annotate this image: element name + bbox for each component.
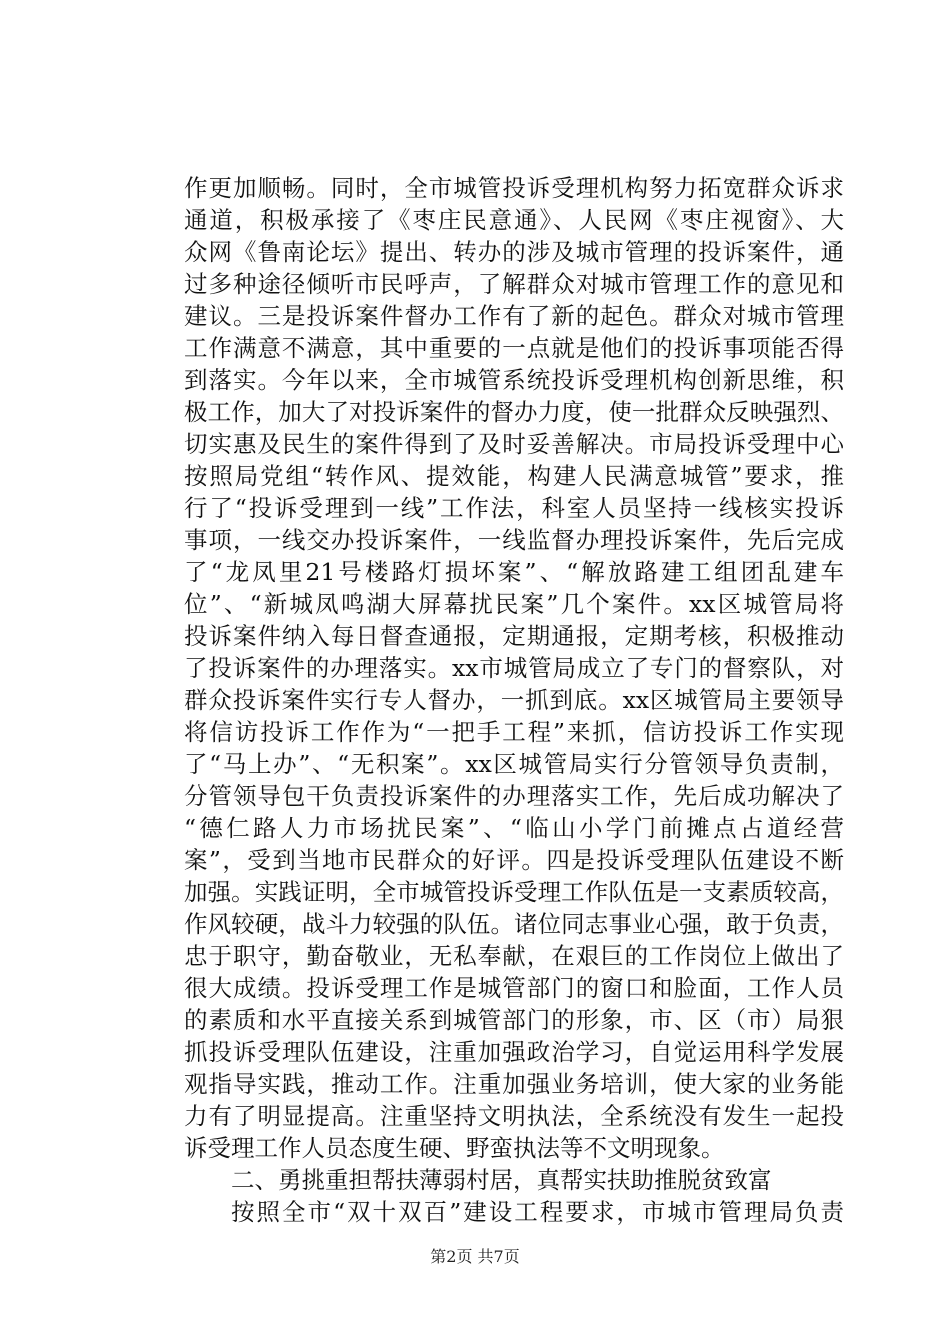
- text-line: 了投诉案件的办理落实。xx市城管局成立了专门的督察队，对: [184, 654, 844, 682]
- text-line: 将信访投诉工作作为“一把手工程”来抓，信访投诉工作实现: [184, 718, 844, 746]
- text-line: 到落实。今年以来，全市城管系统投诉受理机构创新思维，积: [184, 366, 844, 394]
- text-line: 事项，一线交办投诉案件，一线监督办理投诉案件，先后完成: [184, 526, 844, 554]
- text-line: 位”、“新城凤鸣湖大屏幕扰民案”几个案件。xx区城管局将: [184, 590, 844, 618]
- text-line: 建议。三是投诉案件督办工作有了新的起色。群众对城市管理: [184, 302, 844, 330]
- text-line: 力有了明显提高。注重坚持文明执法，全系统没有发生一起投: [184, 1102, 844, 1130]
- text-line: 诉受理工作人员态度生硬、野蛮执法等不文明现象。: [184, 1134, 725, 1162]
- text-line: 了“马上办”、“无积案”。xx区城管局实行分管领导负责制，: [184, 750, 844, 778]
- text-line: 了“龙凤里21号楼路灯损坏案”、“解放路建工组团乱建车: [184, 558, 844, 586]
- text-line: 分管领导包干负责投诉案件的办理落实工作，先后成功解决了: [184, 782, 844, 810]
- section-paragraph-line: 按照全市“双十双百”建设工程要求，市城市管理局负责: [231, 1198, 844, 1226]
- text-line: 通道，积极承接了《枣庄民意通》、人民网《枣庄视窗》、大: [184, 206, 844, 234]
- document-body: [184, 172, 844, 1228]
- text-line: 的素质和水平直接关系到城管部门的形象，市、区（市）局狠: [184, 1006, 844, 1034]
- text-line: 投诉案件纳入每日督查通报，定期通报，定期考核，积极推动: [184, 622, 844, 650]
- text-line: 作更加顺畅。同时，全市城管投诉受理机构努力拓宽群众诉求: [184, 174, 844, 202]
- text-line: 忠于职守，勤奋敬业，无私奉献，在艰巨的工作岗位上做出了: [184, 942, 844, 970]
- text-line: 抓投诉受理队伍建设，注重加强政治学习，自觉运用科学发展: [184, 1038, 844, 1066]
- text-line: 案”，受到当地市民群众的好评。四是投诉受理队伍建设不断: [184, 846, 844, 874]
- text-line: 群众投诉案件实行专人督办，一抓到底。xx区城管局主要领导: [184, 686, 844, 714]
- text-line: 行了“投诉受理到一线”工作法，科室人员坚持一线核实投诉: [184, 494, 844, 522]
- text-line: 极工作，加大了对投诉案件的督办力度，使一批群众反映强烈、: [184, 398, 844, 426]
- text-line: 观指导实践，推动工作。注重加强业务培训，使大家的业务能: [184, 1070, 844, 1098]
- text-line: 作风较硬，战斗力较强的队伍。诸位同志事业心强，敢于负责，: [184, 910, 844, 938]
- page-footer: 第2页 共7页: [430, 1247, 520, 1266]
- text-line: 很大成绩。投诉受理工作是城管部门的窗口和脸面，工作人员: [184, 974, 844, 1002]
- text-line: 加强。实践证明，全市城管投诉受理工作队伍是一支素质较高，: [184, 878, 844, 906]
- text-line: 工作满意不满意，其中重要的一点就是他们的投诉事项能否得: [184, 334, 844, 362]
- section-heading: 二、勇挑重担帮扶薄弱村居，真帮实扶助推脱贫致富: [231, 1166, 772, 1194]
- text-line: 众网《鲁南论坛》提出、转办的涉及城市管理的投诉案件，通: [184, 238, 844, 266]
- text-line: 按照局党组“转作风、提效能，构建人民满意城管”要求，推: [184, 462, 844, 490]
- text-line: “德仁路人力市场扰民案”、“临山小学门前摊点占道经营: [184, 814, 844, 842]
- text-line: 切实惠及民生的案件得到了及时妥善解决。市局投诉受理中心: [184, 430, 844, 458]
- text-line: 过多种途径倾听市民呼声，了解群众对城市管理工作的意见和: [184, 270, 844, 298]
